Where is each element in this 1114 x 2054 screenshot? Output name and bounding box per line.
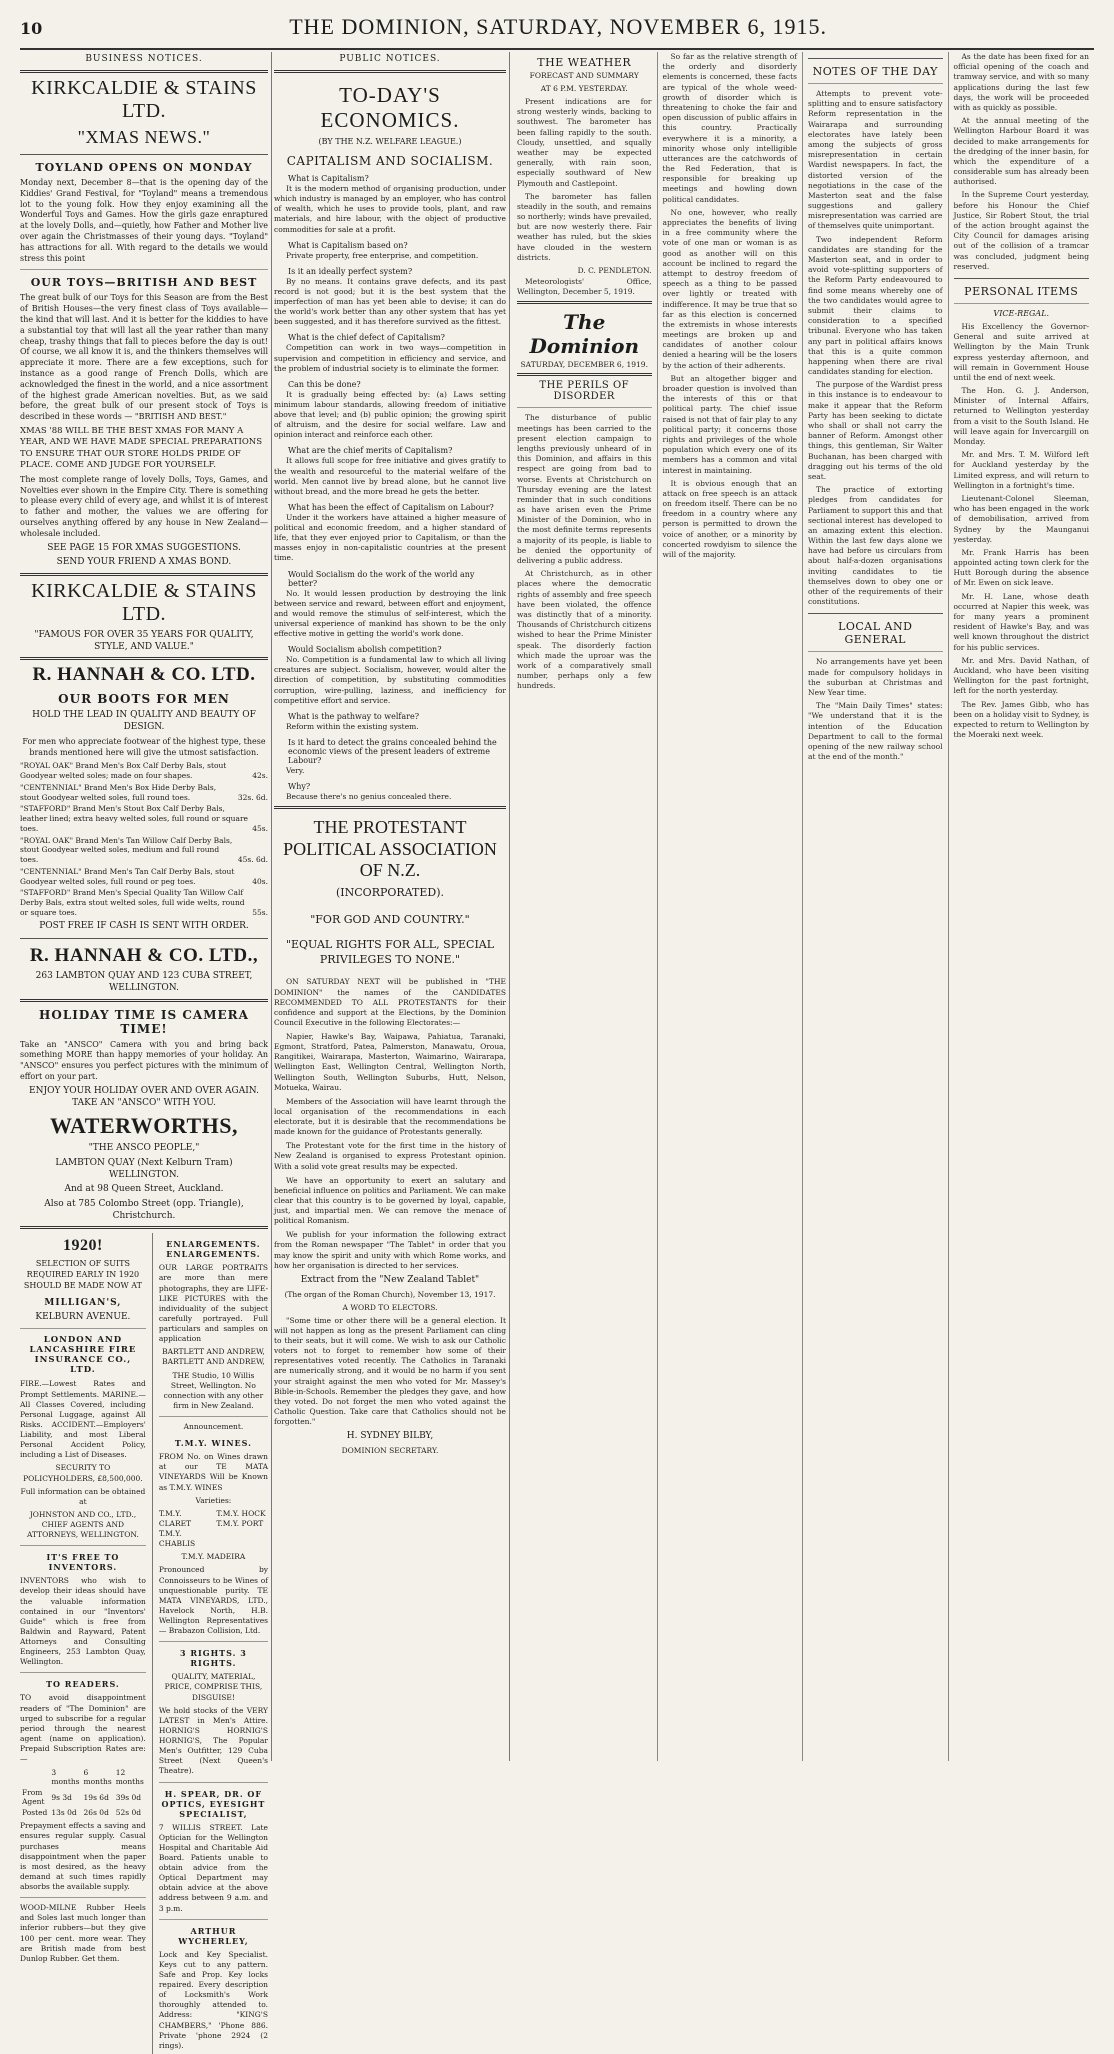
rights-body: QUALITY, MATERIAL, PRICE, COMPRISE THIS, DISGUISE!	[164, 1672, 263, 1702]
hannah-item-text: "CENTENNIAL" Brand Men's Box Hide Derby Bals, stout Goodyear welted soles, full round toes.	[20, 782, 217, 802]
arthur-heading: ARTHUR WYCHERLEY,	[178, 1925, 249, 1946]
rates-header-cell: 3 months	[51, 1768, 80, 1787]
london-info: Full information can be obtained at	[20, 1486, 146, 1506]
milligan-name: MILLIGAN'S,	[44, 1297, 122, 1308]
toyland-body: Monday next, December 8—that is the opening day of the Kiddies' Grand Festival, for "Toyland" means a tremendous lot to the young folk. How they enjoy examining all the Wonderful Toys and Games. How the girls gaze enraptured at the lovely Dolls, and—quietly, how Father and Mother live over again the Christmasses of their young days. "Toyland" has attractions for all. With regard to the details we would stress this point	[20, 178, 268, 263]
public-notices-column	[274, 52, 506, 1761]
hannah-item-text: "ROYAL OAK" Brand Men's Tan Willow Calf Derby Bals, stout Goodyear welted soles, medium and full round toes.	[20, 835, 233, 865]
article-paragraph: The Rev. James Gibb, who has been on a holiday visit to Sydney, is expected to return to Wellington by the Moeraki next week.	[953, 699, 1089, 740]
notes-heading: NOTES OF THE DAY	[812, 65, 938, 78]
readers-body: TO avoid disappointment readers of "The Dominion" are urged to subscribe for a regular period through the nearest agent (name on application). Prepaid Subscription Rates are:—	[20, 1693, 146, 1764]
editorial-col-4	[949, 52, 1095, 1761]
qa-question: Why?	[288, 782, 311, 791]
hannah-item	[20, 888, 268, 917]
lead-article-part-2	[663, 52, 798, 560]
send-friend-note: SEND YOUR FRIEND A XMAS BOND.	[56, 557, 232, 568]
motto-2: "EQUAL RIGHTS FOR ALL, SPECIAL PRIVILEGES TO NONE."	[285, 937, 495, 966]
article-paragraph: Mr. H. Lane, whose death occurred at Napier this week, was for many years a prominent resident of Hawke's Bay, and was well known throughout the district for his public services.	[953, 591, 1089, 652]
weather-time: AT 6 P.M. YESTERDAY.	[540, 84, 628, 93]
bartlett-address: THE Studio, 10 Willis Street, Wellington. No connection with any other firm in New Zealand.	[163, 1370, 264, 1410]
notes-part-2	[808, 89, 943, 607]
hannah-item	[20, 867, 268, 887]
qa-answer: Reform within the existing system.	[286, 721, 419, 731]
article-paragraph: The Hon. G. J. Anderson, Minister of Internal Affairs, returned to Wellington yesterday from a visit to the South Island. He will leave again for Invercargill on Monday.	[953, 386, 1089, 446]
rates-header-cell: 12 months	[115, 1768, 144, 1787]
qa-question: What is Capitalism based on?	[288, 240, 408, 250]
enlargements-heading: ENLARGEMENTS. ENLARGEMENTS.	[166, 1239, 261, 1260]
economics-title: TO-DAY'S ECONOMICS.	[320, 83, 460, 132]
varieties-label: Varieties:	[195, 1495, 232, 1505]
article-paragraph: Lieutenant-Colonel Sleeman, who has been engaged in the work of demobilisation, arrived from Sydney by the Maunganui yesterday.	[953, 493, 1089, 544]
waterworths-title: WATERWORTHS,	[49, 1113, 239, 1139]
association-body-2: Members of the Association will have learnt through the local organisation of the recommendations in each electorate, but it is desirable that the recommendations be made known for the guidance of Protestants generally.	[274, 1096, 506, 1137]
qa-question: Can this be done?	[288, 379, 361, 389]
qa-question: What are the chief merits of Capitalism?	[288, 446, 453, 456]
hannah-lead: HOLD THE LEAD IN QUALITY AND BEAUTY OF DESIGN.	[32, 710, 256, 733]
qa-question: Would Socialism abolish competition?	[288, 645, 442, 655]
article-paragraph: Two independent Reform candidates are standing for the Masterton seat, and in order to avoid vote-splitting supporters of the Reform Party endeavoured to find some means whereby one of the two candidates would agree to submit their claims to consideration to a specified tribunal. Everyone who has taken any part in political affairs knows that this is a quite common happening when there are rival candidates standing for election.	[808, 234, 943, 377]
hannah-item-text: "STAFFORD" Brand Men's Stout Box Calf Derby Bals, leather lined; extra heavy welted soles, full round or square toes.	[20, 804, 248, 833]
article-paragraph: His Excellency the Governor-General and suite arrived at Wellington by the Main Trunk express yesterday afternoon, and will remain in Government House until the end of next week.	[953, 321, 1089, 382]
rates-header-cell	[20, 1767, 49, 1787]
post-free-note: POST FREE IF CASH IS SENT WITH ORDER.	[39, 920, 249, 931]
hannah-subtitle: OUR BOOTS FOR MEN	[58, 692, 230, 707]
article-paragraph: Mr. Frank Harris has been appointed acting town clerk for the Hutt Borough during the absence of Mr. Ewen on sick leave.	[953, 547, 1089, 588]
hannah-item	[20, 804, 268, 833]
bartlett-name: BARTLETT AND ANDREW, BARTLETT AND ANDREW,	[162, 1347, 265, 1367]
rights-heading: 3 RIGHTS. 3 RIGHTS.	[180, 1648, 247, 1669]
rates-cell: From Agent	[22, 1788, 45, 1807]
association-body-1: ON SATURDAY NEXT will be published in "THE DOMINION" the names of the CANDIDATES RECOMMENDED TO ALL PROTESTANTS for their confidence and support at the Elections, by the Dominion Council Executive in the following Electorates:—	[274, 977, 506, 1027]
wood-milne-ad: WOOD-MILNE Rubber Heels and Soles last much longer than inferior rubbers—but they give 100 per cent. more wear. They are British made from best Dunlop Rubber. Get them.	[20, 1903, 146, 1963]
article-paragraph: But an altogether bigger and broader question is involved than the interests of this or that political party. The chief issue raised is not that of fair play to any political party; it concerns those rights and privileges of the whole population which every one of its members has a common and vital interest in maintaining.	[662, 373, 797, 475]
article-paragraph: As the date has been fixed for an official opening of the coach and tramway service, and with so many applications during the last few days, the work will be proceeded with as quickly as possible.	[953, 52, 1089, 112]
editorial-col-1	[512, 52, 658, 1761]
newspaper-title: THE DOMINION, SATURDAY, NOVEMBER 6, 1915.	[289, 14, 828, 39]
rates-cell: 13s 0d	[51, 1808, 77, 1818]
qa-answer: By no means. It contains grave defects, and its past record is not good; but it is the best system that the imperfection of man has yet been able to devise; it can do the world's work better than any other system that has yet been suggested, and it has therefore survived as the fittest.	[274, 276, 506, 327]
tmy-wines-heading: T.M.Y. WINES.	[174, 1438, 252, 1449]
inventors-body: INVENTORS who wish to develop their ideas should have the valuable information contained in our "Inventors' Guide" which is free from Baldwin and Rayward, Patent Attorneys and Consulting Engineers, 253 Lambton Quay, Wellington.	[20, 1576, 146, 1667]
inventors-heading: IT'S FREE TO INVENTORS.	[46, 1552, 120, 1573]
year-1920: 1920!	[63, 1237, 103, 1255]
qa-question: What is the pathway to welfare?	[288, 711, 419, 721]
qa-answer: It is the modern method of organising production, under which industry is managed by an employer, who has control of wealth, which he uses to provide tools, plant, and raw materials, and hire labour, with the object of productive commodities for sale at a profit.	[274, 184, 506, 234]
qa-answer: Private property, free enterprise, and competition.	[286, 250, 479, 260]
article-paragraph: It is obvious enough that an attack on free speech is an attack on freedom itself. There can be no freedom in a country where any person is permitted to drown the voice of another, or a minority by concerted rowdyism to silence the will of the majority.	[662, 478, 797, 559]
tmy-chablis: T.M.Y. CHABLIS	[158, 1529, 196, 1549]
qa-answer: No. Competition is a fundamental law to which all living creatures are subject. Socialism, however, would alter the direction of competition, by substituting commodities corruption, wire-pulling, laziness, and inefficiency for competitive effort and service.	[274, 655, 506, 705]
kirkcaldie-title-2: KIRKCALDIE & STAINS LTD.	[31, 579, 257, 625]
kelburn-ave: KELBURN AVENUE.	[35, 1311, 131, 1322]
personal-items-list	[954, 322, 1090, 740]
masthead	[20, 14, 1094, 50]
weather-heading: THE WEATHER	[537, 56, 632, 69]
extract-heading: Extract from the "New Zealand Tablet"	[300, 1274, 480, 1285]
lead-article-part-1	[517, 413, 652, 691]
qa-answer: It allows full scope for free initiative and gives gratify to the wealth and resourceful to the material welfare of the world. Men cannot live by bread alone, but he cannot live without bread, and the more bread he gets the better.	[274, 456, 506, 496]
qa-question: What has been the effect of Capitalism on Labour?	[288, 502, 494, 512]
rates-cell: 52s 0d	[115, 1808, 142, 1818]
article-paragraph: The purpose of the Wardist press in this instance is to endeavour to make it appear that the Reform Party has been seeking to dictate who shall or shall not carry the banner of Reform. Amongst other things, this gentleman, Sir Walter Buchanan, has been charged with dragging out his terms of the old seat.	[808, 380, 943, 481]
hannah-title: R. HANNAH & CO. LTD.	[32, 664, 256, 686]
hannah-item-text: "STAFFORD" Brand Men's Special Quality Tan Willow Calf Derby Bals, extra stout welted soles, full wide welts, round or square toes.	[20, 888, 245, 917]
paper-nameplate: The Dominion	[529, 310, 639, 359]
enjoy-line: ENJOY YOUR HOLIDAY OVER AND OVER AGAIN. TAKE AN "ANSCO" WITH YOU.	[29, 1085, 259, 1108]
kirkcaldie-xmas-news: "XMAS NEWS."	[77, 127, 211, 147]
lead-heading: THE PERILS OF DISORDER	[539, 380, 630, 403]
hannah-address: 263 LAMBTON QUAY AND 123 CUBA STREET, WELLINGTON.	[35, 971, 253, 993]
tmy-hock: T.M.Y. HOCK	[216, 1508, 266, 1518]
qa-list	[274, 174, 506, 802]
hannah-item-price: 42s.	[252, 771, 268, 781]
holiday-body: Take an "ANSCO" Camera with you and bring back something MORE than happy memories of your holiday. An "ANSCO" ensures you perfect pictures with the minimum of effort on your part.	[20, 1039, 268, 1082]
section-label: BUSINESS NOTICES.	[85, 54, 203, 64]
weather-body: Present indications are for strong westerly winds, backing to southwest. The barometer has been falling rapidly to the south. Cloudy, unsettled, and squally weather may be expected generally, with rain soon, especially southward of New Plymouth and Castlepoint.	[517, 97, 652, 188]
voters-heading: A WORD TO ELECTORS.	[342, 1302, 438, 1312]
hannah-intro: For men who appreciate footwear of the highest type, these brands mentioned here will give the utmost satisfaction.	[22, 736, 266, 757]
qa-question: What is Capitalism?	[288, 174, 369, 183]
london-body: FIRE.—Lowest Rates and Prompt Settlements. MARINE.—All Classes Covered, including Personal Luggage, against All Risks. ACCIDENT.—Employers' Liability, and most Liberal Personal Accident Policy, including a List of Diseases.	[20, 1379, 146, 1460]
tmy-port: T.M.Y. PORT	[216, 1518, 264, 1528]
rates-cell: 26s 0d	[83, 1808, 109, 1818]
hannah-item-price: 45s.	[252, 823, 268, 833]
hannah-item	[20, 783, 268, 803]
hannah-item-list	[20, 761, 268, 917]
hannah-item-price: 40s.	[252, 876, 268, 886]
hannah-item-price: 32s. 6d.	[237, 792, 268, 802]
article-paragraph: The "Main Daily Times" states: "We understand that it is the intention of the Education Department to call to the formal opening of the new railway school at the end of the month."	[808, 701, 943, 762]
rates-cell: 9s 3d	[51, 1792, 72, 1802]
personal-heading: PERSONAL ITEMS	[964, 284, 1079, 298]
spear-heading: H. SPEAR, DR. OF OPTICS, EYESIGHT SPECIALIST,	[161, 1788, 266, 1819]
association-body-4: We have an opportunity to exert an salutary and beneficial influence on politics and Parliament. We can make clear that this country is to be governed by loyal, capable, just, and impartial men. We can remove the menace of political Romanism.	[274, 1175, 506, 1226]
london-heading: LONDON AND LANCASHIRE FIRE INSURANCE CO., LTD.	[29, 1335, 137, 1376]
tmy-claret: T.M.Y. CLARET	[158, 1508, 192, 1528]
arthur-body: Lock and Key Specialist. Keys cut to any pattern. Safe and Prop. Key locks repaired. Every description of Locksmith's Work thoroughly attended to. Address: "KING'S CHAMBERS," 'Phone 886. Private 'phone 2924 (2 rings).	[158, 1949, 268, 2050]
kirkcaldie-title: KIRKCALDIE & STAINS LTD.	[31, 77, 257, 122]
qa-question: What is the chief defect of Capitalism?	[288, 333, 445, 343]
local-part-1	[808, 657, 943, 762]
vice-regal-heading: VICE-REGAL.	[993, 308, 1050, 318]
signature-role: DOMINION SECRETARY.	[341, 1445, 439, 1455]
hannah-item-price: 55s.	[252, 907, 268, 917]
signature-name: H. SYDNEY BILBY,	[346, 1431, 434, 1442]
kirkcaldie-slogan: "FAMOUS FOR OVER 35 YEARS FOR QUALITY, STYLE, AND VALUE."	[34, 629, 254, 652]
hannah-item	[20, 761, 268, 781]
article-paragraph: In the Supreme Court yesterday, before his Honour the Chief Justice, Sir Robert Stout, the trial of the action brought against the City Council for damages arising out of the collision of a tramcar was concluded, judgment being reserved.	[953, 190, 1089, 271]
qa-answer: Competition can work in two ways—competition in supervision and competition in efficiency and service, and the problem of industrial society is to eliminate the former.	[274, 343, 506, 373]
local-part-2	[954, 52, 1090, 272]
economics-heading: CAPITALISM AND SOCIALISM.	[286, 154, 494, 168]
xmas-body: The most complete range of lovely Dolls, Toys, Games, and Novelties ever shown in the Empire City. There is something to please every child of every age, and whilst it is of interest to father and mother, the values we are offering for ourselves anything offered by any house in New Zealand—wholesale included.	[20, 474, 268, 538]
rates-cell: Posted	[22, 1808, 48, 1818]
weather-meta: Meteorologists' Office, Wellington, December 5, 1919.	[517, 277, 652, 297]
tmy-madeira: T.M.Y. MADEIRA	[181, 1552, 246, 1562]
association-body-5: We publish for your information the following extract from the Roman newspaper "The Tablet" in order that you may know the spirit and unity with which Rome works, and how her organisation is directed to her services.	[274, 1230, 506, 1270]
weather-signer: D. C. PENDLETON.	[577, 266, 652, 275]
qa-question: Would Socialism do the work of the world any better?	[288, 569, 475, 588]
qa-answer: No. It would lessen production by destroying the link between service and reward, between effort and enjoyment, and would remove the stimulus of self-interest, which the universal experience of mankind has shown to be the only effective motive in getting the world's work done.	[274, 588, 506, 638]
security-line: SECURITY TO POLICYHOLDERS, £8,500,000.	[23, 1463, 143, 1483]
waterworths-sub: "THE ANSCO PEOPLE,"	[88, 1143, 200, 1154]
qa-answer: It is gradually being effected by: (a) Laws setting minimum labour standards, allowing freedom of initiative above that level; and (b) public opinion; the growing spirit of altruism, and the desire for social welfare. Law and opinion interact and reinforce each other.	[274, 389, 506, 440]
editorial-area	[512, 52, 1094, 1761]
xmas-caps: XMAS '88 WILL BE THE BEST XMAS FOR MANY A YEAR, AND WE HAVE MADE SPECIAL PREPARATIONS TO ENSURE THAT OUR STORE HOLDS PRIDE OF PLACE. COME AND JUDGE FOR YOURSELF.	[20, 425, 263, 471]
association-body-3: The Protestant vote for the first time in the history of New Zealand is organised to express Protestant opinion. With a solid vote great results may be expected.	[274, 1141, 506, 1171]
article-paragraph: At Christchurch, as in other places where the democratic rights of assembly and free speech have been violated, the offence was distinctly that of a minority. Thousands of Christchurch citizens wished to hear the Prime Minister speak. The disorderly faction which made the uproar was the work of a comparatively small number, perhaps only a few hundreds.	[517, 569, 652, 691]
local-heading: LOCAL AND GENERAL	[838, 620, 913, 647]
article-paragraph: Mr. and Mrs. T. M. Wilford left for Auckland yesterday by the Limited express, and will return to Wellington in a fortnight's time.	[953, 450, 1089, 490]
economics-subtitle: (BY THE N.Z. WELFARE LEAGUE.)	[318, 137, 462, 146]
business-notices-column	[20, 52, 268, 2050]
hannah-item-text: "CENTENNIAL" Brand Men's Tan Calf Derby Bals, stout Goodyear welted soles, full round or peg toes.	[20, 866, 235, 886]
suits-text: SELECTION OF SUITS REQUIRED EARLY IN 1920 SHOULD BE MADE NOW AT	[23, 1259, 142, 1290]
table-row	[20, 1807, 146, 1818]
toyland-heading: TOYLAND OPENS ON MONDAY	[35, 161, 253, 174]
extract-subheading: (The organ of the Roman Church), November 13, 1917.	[284, 1289, 496, 1299]
spear-body: 7 WILLIS STREET. Late Optician for the Wellington Hospital and Charitable Aid Board. Patients unable to obtain advice from the Optical Department may obtain advice at the above address between 9 a.m. and 3 p.m.	[158, 1822, 268, 1913]
qa-question: Is it an ideally perfect system?	[288, 266, 413, 276]
article-paragraph: So far as the relative strength of the orderly and disorderly elements is concerned, these facts are typical of the whole weed-growth of disorder which is threatening to choke the fair and open discussion of public affairs in this country. Practically everywhere it is a minority, a minority whose only intelligible utterances are the catchwords of the Red Federation, that is responsible for breaking up meetings and howling down political candidates.	[662, 52, 797, 204]
article-paragraph: Attempts to prevent vote-splitting and to ensure satisfactory Reform representation in the Wairarapa and surrounding electorates have lately been among the subjects of gross misrepresentation in certain Wardist newspapers. In fact, the distorted version of the negotiations in the case of the Masterton seat and the false suggestions and gallery misrepresentation was carried are of themselves quite unimportant.	[808, 89, 943, 231]
tmy-tail: Pronounced by Connoisseurs to be Wines of unquestionable purity. TE MATA VINEYARDS, LTD., Havelock North, H.B. Wellington Representatives— Brabazon Collision, Ltd.	[158, 1565, 268, 1636]
hornigs-body: We hold stocks of the VERY LATEST in Men's Attire. HORNIG'S HORNIG'S HORNIG'S, The Popular Men's Outfitter, 129 Cuba Street (Next Queen's Theatre).	[158, 1705, 268, 1776]
hannah-item-text: "ROYAL OAK" Brand Men's Box Calf Derby Bals, stout Goodyear welted soles; made on four shapes.	[20, 761, 227, 781]
rates-header-cell: 6 months	[83, 1768, 112, 1787]
weather-body-2: The barometer has fallen steadily in the south, and remains so northerly; winds have prevailed, but are now westerly there. Fair weather has ruled, but the skies have clouded in the western districts.	[517, 191, 652, 262]
voters-body: "Some time or other there will be a general election. It will not happen as long as the present Parliament can cling to their seats, but it will come. We wish to ask our Catholic voters not to forget to remember how some of their representatives voted recently. The Catholics in Taranaki are numerically strong, and it would be no harm if you sent your straight against the men who voted for Mr. Massey's Bible-in-Schools. Remember the pledges they gave, and how they voted. Do not forget the men who voted against the Catholic Question. Take care that Catholics should not be forgotten."	[274, 1315, 506, 1426]
enlargements-body: OUR LARGE PORTRAITS are more than mere photographs, they are LIFE-LIKE PICTURES with the individuality of the subject carefully portrayed. Full particulars and samples on application	[158, 1263, 268, 1344]
motto-1: "FOR GOD AND COUNTRY."	[310, 912, 470, 926]
association-subtitle: (INCORPORATED).	[336, 885, 444, 899]
readers-heading: TO READERS.	[46, 1679, 120, 1690]
hannah-title-2: R. HANNAH & CO. LTD.,	[29, 945, 259, 967]
prepayment-note: Prepayment effects a saving and ensures regular supply. Casual purchases means disappointment when the paper is most desired, as the heavy demand at such times rapidly absorbs the available supply.	[20, 1821, 146, 1892]
hannah-item	[20, 836, 268, 865]
see-page-note: SEE PAGE 15 FOR XMAS SUGGESTIONS.	[47, 542, 241, 553]
rates-cell: 39s 0d	[115, 1792, 142, 1802]
johnston-agents: JOHNSTON AND CO., LTD., CHIEF AGENTS AND ATTORNEYS, WELLINGTON.	[26, 1509, 139, 1540]
article-paragraph: The disturbance of public meetings has been carried to the present election campaign to lengths previously unheard of in this Dominion, and affairs in this respect are going from bad to worse. Events at Christchurch on Thursday evening are the latest reminder that in such conditions as have arisen even the Prime Minister of the Dominion, who in the most definite terms represents a majority of its people, is liable to be denied the opportunity of delivering a public address.	[517, 413, 652, 565]
waterworths-addr-2: And at 98 Queen Street, Auckland.	[64, 1184, 224, 1195]
editorial-col-3	[803, 52, 949, 1761]
announcement-heading: Announcement.	[183, 1422, 244, 1432]
rates-cell: 19s 6d	[83, 1792, 109, 1802]
weather-subheading: FORECAST AND SUMMARY	[529, 71, 639, 80]
page-number: 10	[20, 19, 43, 38]
subscription-rates-table	[20, 1767, 146, 1818]
association-title: THE PROTESTANT POLITICAL ASSOCIATION OF N.Z.	[283, 817, 497, 881]
qa-question: Is it hard to detect the grains concealed behind the economic views of the present leaders of extreme Labour?	[288, 737, 497, 765]
article-paragraph: At the annual meeting of the Wellington Harbour Board it was decided to make arrangements for the dredging of the inner basin, for which the expenditure of a considerable sum has already been authorised.	[953, 116, 1089, 187]
holiday-heading: HOLIDAY TIME IS CAMERA TIME!	[39, 1007, 249, 1036]
tmy-body: FROM No. on Wines drawn at our TE MATA VINEYARDS Will be Known as T.M.Y. WINES	[158, 1452, 268, 1492]
article-paragraph: No one, however, who really appreciates the benefits of living in a free community where the vote of one man or woman is as good as another will on this account be inclined to regard the attempt to destroy freedom of speech as a thing to be passed over lightly or treated with indifference. It may be true that so far as this election is concerned the extremists in whose interests meetings are broken up and candidates of another colour denied a hearing will be the losers by the action of their adherents.	[662, 207, 797, 370]
waterworths-addr-3: Also at 785 Colombo Street (opp. Triangle), Christchurch.	[44, 1198, 244, 1221]
article-paragraph: No arrangements have yet been made for compulsory holidays in the suburban at Christmas and New Year time.	[808, 657, 943, 697]
qa-answer: Under it the workers have attained a higher measure of political and economic freedom, and a higher standard of life, that they ever enjoyed prior to Capitalism, or than the masses enjoy in non-capitalistic countries at the present time.	[274, 512, 506, 563]
qa-answer: Because there's no genius concealed there.	[286, 792, 452, 801]
editorial-col-2	[658, 52, 804, 1761]
waterworths-addr-1: LAMBTON QUAY (Next Kelburn Tram) WELLINGTON.	[55, 1157, 233, 1180]
section-label-public: PUBLIC NOTICES.	[339, 54, 441, 64]
paper-date: SATURDAY, DECEMBER 6, 1919.	[520, 360, 648, 370]
article-paragraph: Mr. and Mrs. David Nathan, of Auckland, who have been visiting Wellington for the past fortnight, left for the north yesterday.	[953, 655, 1089, 696]
toys-heading: OUR TOYS—BRITISH AND BEST	[30, 276, 258, 290]
article-paragraph: The practice of extorting pledges from candidates for Parliament to support this and that sectional interest has developed to an amazing extent this election. Within the last few days alone we have had before us circulars from about half-a-dozen organisations inviting candidates to tie themselves down to obey one or other of the requirements of their constitutions.	[808, 485, 943, 607]
electorates-list: Napier, Hawke's Bay, Waipawa, Pahiatua, Taranaki, Egmont, Stratford, Patea, Palmerston, Manawatu, Oroua, Rangitikei, Wairarapa, Masterton, Waimarino, Wairarapa, Wellington East, Wellington Central, Wellington North, Wellington South, Wellington Suburbs, Hutt, Nelson, Motueka, Wairau.	[274, 1032, 506, 1092]
table-row	[20, 1787, 146, 1807]
toys-body: The great bulk of our Toys for this Season are from the Best of British Houses—the very finest class of Toys available—the kind that will last. And it is better for the kiddies to have a substantial toy that will last all the year rather than many cheap, trashy things that fall to pieces before the day is out! Of course, we all know it is, and the thinkers themselves will appreciate it more. There are a few exceptions, such for instance as a good range of French Dolls, which are acknowledged the finest in the world, and a nice assortment of the highest grade American novelties. But, as we said before, the great bulk of our present stock of Toys is described in these words — "BRITISH AND BEST."	[20, 293, 268, 422]
hannah-item-price: 45s. 6d.	[237, 855, 268, 865]
qa-answer: Very.	[286, 765, 305, 775]
